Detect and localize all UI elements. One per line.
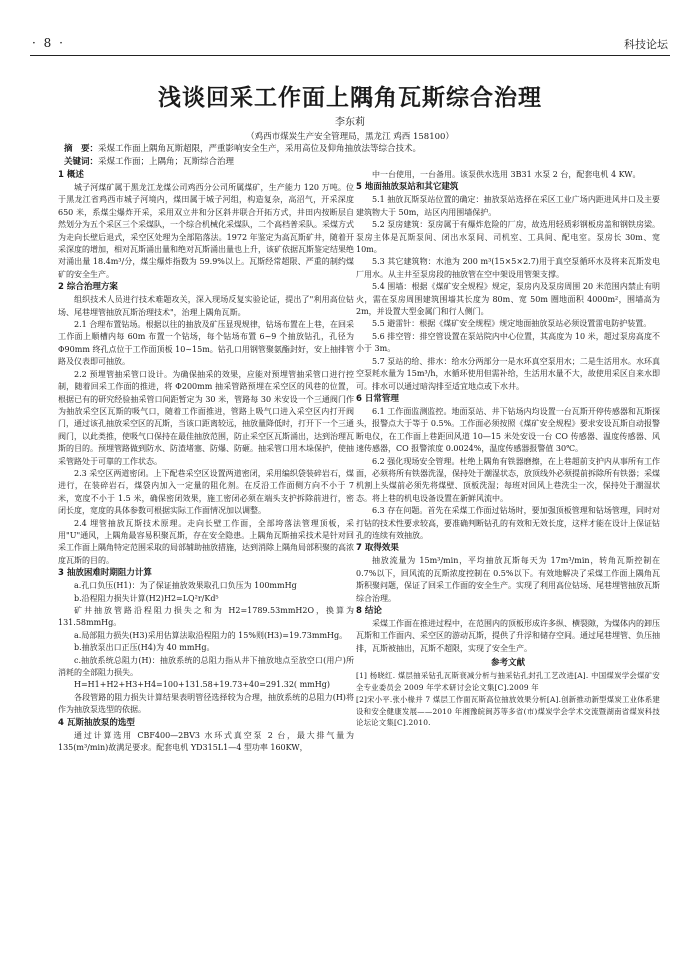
journal-name: 科技论坛 — [624, 38, 668, 51]
paragraph: 2.2 预埋管抽采管口设计。为确保抽采的效果，应能对预埋管抽采管口进行控制，随着回采工作面的推进，将 Φ200mm 抽采管路预埋在采空区的风巷的位置，根据已有的研究经验抽采管口间距暂定为 30 米，管路每 30 米安设一个三通阀门作为抽放采空区瓦斯的吸气口，随着工作面推进，管路上吸气口进入采空区内打开阀门，通过该孔抽放采空区的瓦斯，当该口距离较远，抽放量降低时，打开下一个三通阀门，以此类推，使吸气口保持在最佳抽放范围，防止采空区瓦斯涌出，达到治理瓦斯的目的。预埋管路做到防水、防渣堵塞、防爆、防砸。抽采管口用木垛保护，使抽采管路处于可靠的工作状态。 — [58, 369, 354, 466]
page-header — [30, 36, 670, 56]
references-heading: 参考文献 — [490, 658, 525, 669]
paragraph: 5.7 泵站的给、排水：给水分两部分一是水环真空泵用水；二是生活用水。水环真空泵耗水量为 15m³/h，水循环使用但需补给，生活用水量不大，故使用采区自来水即可。排水可以通过暗沟排至适宜地点或下水井。 — [356, 356, 660, 391]
paragraph: 5.1 抽放瓦斯泵站位置的确定：抽放泵站选择在采区工业广场内距进风井口及主要建筑物大于 50m，站区内用围墙保护。 — [356, 195, 660, 217]
paragraph: 6.3 存在问题。首先在采煤工作面过钻场时，要加强顶板管理和钻场管理，同时对打钻的技术性要求较高，要准确判断钻孔的有效和无效长度，这样才能在设计上保证钻孔的连续有效抽放。 — [356, 506, 660, 540]
reference-item: [1] 杨晓红. 煤层抽采钻孔瓦斯衰减分析与抽采钻孔封孔工艺改进[A]. 中国煤炭学会煤矿安全专业委员会 2009 年学术研讨会论文集[C].2009 年 — [356, 671, 660, 693]
abstract-block — [64, 143, 636, 168]
section-heading: 8 结论 — [356, 606, 382, 616]
paragraph: 2.1 合理布置钻场。根据以往的抽放及矿压显现规律，钻场布置在上巷，在回采工作面上顺槽内每 60m 布置一个钻场，每个钻场布置 6~9 个抽放钻孔，孔径为 Φ90mm 终孔点位于工作面顶板 10~15m。钻孔口用钢管聚氨酯封好，安上抽排管路及仪表即可抽放。 — [58, 320, 354, 367]
page-number: · 8 · — [32, 36, 65, 50]
keywords — [64, 156, 636, 169]
paragraph: 5.2 泵房建筑：泵房属于有爆炸危险的厂房，故选用轻质彩钢板房盖和钢铁房梁。泵房主体是瓦斯泵间、闭出水泵间、司机室、工具间、配电室。泵房长 30m、宽 10m。 — [356, 220, 660, 255]
section-heading: 2 综合治理方案 — [58, 282, 118, 293]
paragraph: 5.5 避雷针：根据《煤矿安全规程》规定地面抽放泵站必须设置雷电防护装置。 — [372, 319, 652, 329]
section-heading: 3 抽放困难时期阻力计算 — [58, 568, 152, 579]
author: 李东莉 — [335, 117, 365, 128]
paragraph: 通过计算选用 CBF400—2BV3 水环式真空泵 2 台，最大排气量为 135(m³/min)故满足要求。配套电机 YD315L1—4 型功率 160KW， — [58, 730, 354, 753]
article-title: 浅谈回采工作面上隅角瓦斯综合治理 — [158, 85, 542, 111]
paragraph: b.抽放泵出口正压(H4)为 40 mmHg。 — [74, 643, 215, 653]
section-heading: 7 取得效果 — [356, 543, 399, 554]
paragraph: 6.1 工作面监测监控。地面泵站、井下钻场内均设置一台瓦斯开停传感器和瓦斯探头，报警点大于等于 0.5%。工作面必须按照《煤矿安全规程》要求安设瓦斯自动报警断电仪，在工作面上巷距回风道 10—15 米处安设一台 CO 传感器、温度传感器、风速传感器，CO 报警浓度 0.0024%，温度传感器报警值 30℃。 — [356, 406, 660, 454]
paragraph: 矿井抽放管路沿程阻力损失之和为 H2=1789.53mmH2O，换算为 131.58mmHg。 — [58, 606, 354, 628]
affiliation: （鸡西市煤炭生产安全管理局，黑龙江 鸡西 158100） — [246, 132, 454, 142]
paragraph: 5.4 围墙：根据《煤矿安全规程》规定，泵房内及泵房周围 20 米范围内禁止有明火，需在泵房周围建筑围墙其长度为 80m、宽 50m 圈地面积 4000m²，围墙高为 2m，并设置大型金属门和行人侧门。 — [356, 282, 660, 317]
paragraph: a.局部阻力损失(H3)采用估算法取沿程阻力的 15%则(H3)=19.73mmHg。 — [74, 630, 348, 640]
section-heading: 5 地面抽放泵站和其它建筑 — [356, 182, 459, 193]
section-heading: 4 瓦斯抽放泵的选型 — [58, 717, 135, 728]
paragraph: 组织技术人员进行技术难题攻关，深入现场反复实验论证，提出了"利用高位钻场、尾巷埋管抽放瓦斯治理技术"，治理上隅角瓦斯。 — [58, 295, 354, 317]
section-heading: 6 日常管理 — [356, 393, 399, 404]
right-column — [356, 169, 660, 729]
paragraph: 5.3 其它建筑物：水池为 200 m³(15×5×2.7)用于真空泵循环水及将来瓦斯发电厂用水。从主井至泵房段的抽放管在空中架设用管架支撑。 — [356, 257, 660, 279]
abstract — [64, 143, 636, 156]
paragraph: 6.2 强化现场安全管理。杜绝上隅角有铁器磨擦，在上巷超前支护内从事所有工作面，必须将所有铁器洗湿，保持处于潮湿状态，放顶线外必须提前拆除所有铁器；采煤机割上头煤前必须先将煤壁、顶板洗湿；每班对回风上巷洗尘一次，保持处于潮湿状态。将上巷的机电设备设置在新鲜风流中。 — [356, 456, 660, 503]
paragraph: 城子河煤矿属于黑龙江龙煤公司鸡西分公司所属煤矿，生产能力 120 万吨。位于黑龙江省鸡西市城子河境内，煤田属于城子河组，构造复杂，高沼气，开采深度 650 米，系煤尘爆炸开采，采用双立井和分区斜井联合开拓方式，井田内按断层自然划分为五个采区三个采煤队，一个综合机械化采煤队，二个高档普采队。采煤方式为走向长壁后退式，采空区处理为全部陷落法。1972 年鉴定为高瓦斯矿井，随着开采深度的增加，相对瓦斯涌出量和绝对瓦斯涌出量也上升，该矿依据瓦斯鉴定结果绝对涌出量 18.4m³/分，煤尘爆炸指数为 59.9%以上。瓦斯经常超限、严重的制约煤矿的安全生产。 — [58, 183, 354, 279]
abstract-text: 采煤工作面上隅角瓦斯超限，严重影响安全生产，采用高位及仰角抽放法等综合技术。 — [98, 144, 422, 154]
paragraph: 2.3 采空区两道密闭。上下配巷采空区设置两道密闭，采用编织袋装碎岩石，煤进行，在装碎岩石，煤袋内加入一定量的阻化剂。在反沿工作面侧方向不小于 7 米，宽度不小于 1.5 米，确保密闭效果，施工密闭必须在端头支护拆除前进行，密闭长度，宽度的具体参数可根据实际工作面情况加以调整。 — [58, 468, 354, 516]
paragraph: 中一台使用，一台备用。该泵供水选用 3B31 水泵 2 台，配套电机 4 KW。 — [372, 170, 641, 179]
paragraph: 采煤工作面在推进过程中，在范围内的顶板形成许多纵、横裂隙，为煤体内的卸压瓦斯和工作面内、采空区的游动瓦斯，提供了升浮和储存空间。通过尾巷埋管、负压抽排，瓦斯被抽出，瓦斯不超限，实现了安全生产。 — [356, 619, 660, 653]
paragraph: 5.6 排空管：排空管设置在泵站院内中心位置，其高度为 10 米，超过泵房高度不小于 3m。 — [356, 331, 660, 354]
paragraph: 2.4 埋管抽放瓦斯技术原理。走向长壁工作面，全部垮落法管理顶板，采用"U"通风，上隅角最容易积聚瓦斯，存在安全隐患。上隅角瓦斯抽采技术是针对回采工作面上隅角特定范围采取的局部辅助抽放措施，达到消除上隅角局部积聚的高浓度瓦斯的目的。 — [58, 518, 354, 565]
reference-item: [2]宋小平.张小椽并 7 煤层工作面瓦斯高位抽放效果分析[A].创新推动新型煤炭工业体系建设和安全健康发展——2010 年湘豫皖闽苏等多省(市)煤炭学会学术交流暨湖南省煤炭科技论坛论文集[C].2010. — [356, 694, 660, 728]
paragraph: b.沿程阻力损失计算(H2)H2=LQ²r/Kd⁵ — [74, 593, 219, 603]
paragraph: a.孔口负压(H1)：为了保证抽放效果取孔口负压为 100mmHg — [74, 581, 297, 591]
paragraph: c.抽放系统总阻力(H)：抽放系统的总阻力指从井下抽放地点至放空口(用户)所消耗的全部阻力损失。 — [58, 655, 354, 678]
paragraph: 各段管路的阻力损失计算结果表明管径选择较为合理，抽放系统的总阻力(H)将作为抽放泵选型的依据。 — [58, 692, 354, 715]
keywords-text: 采煤工作面；上隅角；瓦斯综合治理 — [98, 156, 235, 167]
left-column — [58, 169, 354, 754]
section-heading: 1 概述 — [58, 170, 84, 180]
header-rule — [30, 55, 670, 56]
formula: H=H1+H2+H3+H4=100+131.58+19.73+40=291.32( mmHg) — [74, 680, 330, 690]
paragraph: 抽放流量为 15m³/min，平均抽放瓦斯每天为 17m³/min，转角瓦斯控制在 0.7%以下，回风流的瓦斯浓度控制在 0.5%以下。有效地解决了采煤工作面上隅角瓦斯积聚问题，保证了回采工作面的安全生产。实现了利用高位钻场、尾巷埋管抽放瓦斯综合治理。 — [356, 556, 660, 603]
abstract-label: 摘 要： — [64, 144, 99, 154]
keywords-label: 关键词： — [64, 156, 99, 167]
